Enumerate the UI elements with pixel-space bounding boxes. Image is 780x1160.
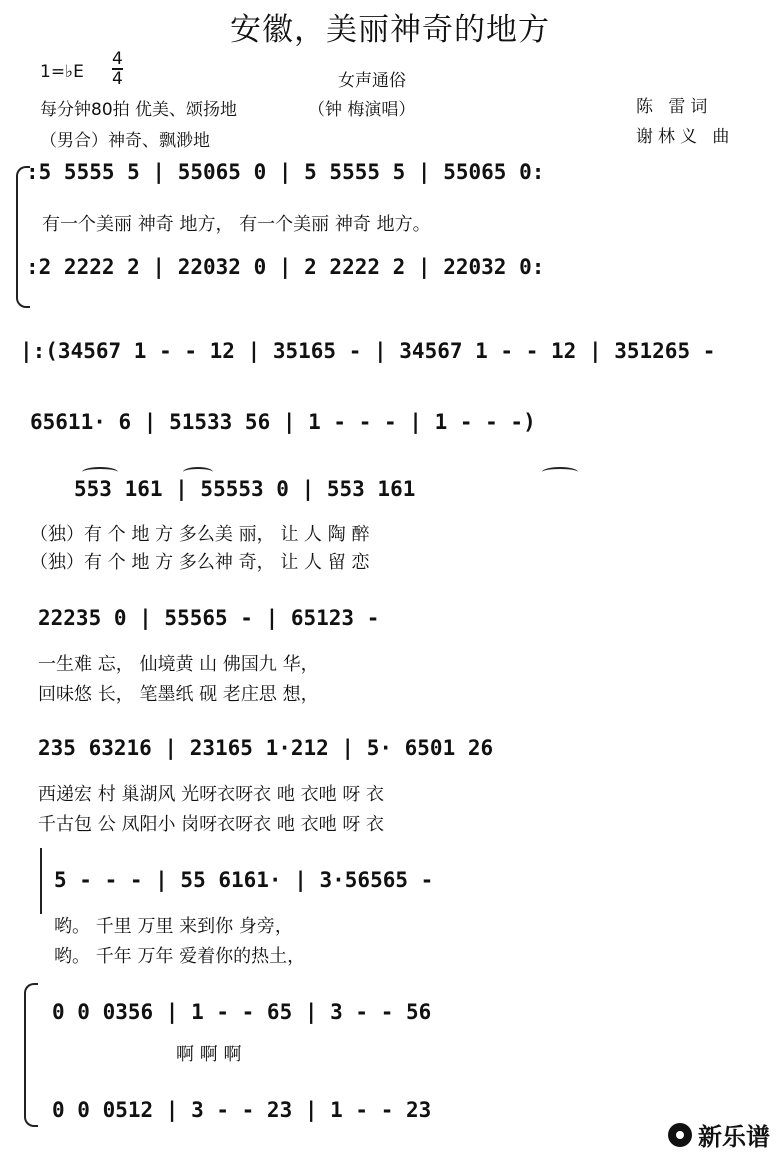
time-signature: 4 4 xyxy=(112,49,123,89)
lyric-line: 一生难 忘， 仙境黄 山 佛国九 华， xyxy=(38,654,319,675)
lyric-line: 回味悠 长， 笔墨纸 砚 老庄思 想， xyxy=(38,684,319,705)
tie-curve xyxy=(183,467,213,477)
lyricist-credit: 陈 雷词 xyxy=(636,97,713,117)
tempo-marking: 每分钟80拍 优美、颂扬地 xyxy=(40,100,238,120)
tie-curve xyxy=(82,467,118,477)
key-signature: 1=♭E xyxy=(40,62,84,82)
notation-row: 5 - - - | 55 6161· | 3·56565 - xyxy=(54,868,434,892)
lyric-line: （独）有 个 地 方 多么神 奇， 让 人 留 恋 xyxy=(30,552,370,573)
composer-credit: 谢林义 曲 xyxy=(636,127,735,147)
lyric-line: 有一个美丽 神奇 地方， 有一个美丽 神奇 地方。 xyxy=(42,214,431,235)
music-disc-icon xyxy=(668,1123,692,1147)
site-logo: 新乐谱 xyxy=(668,1117,770,1152)
lyric-line: 啊 啊 啊 xyxy=(176,1044,242,1065)
lyric-line: 哟。 千年 万年 爱着你的热土， xyxy=(54,946,306,967)
notation-row: :5 5555 5 | 55065 0 | 5 5555 5 | 55065 0: xyxy=(26,160,545,184)
performance-style: 女声通俗 xyxy=(338,71,406,91)
lyric-line: 哟。 千里 万里 来到你 身旁， xyxy=(54,916,293,937)
chorus-marking: （男合）神奇、飘渺地 xyxy=(40,131,210,151)
song-title: 安徽，美丽神奇的地方 xyxy=(230,12,550,48)
notation-row: 0 0 0356 | 1 - - 65 | 3 - - 56 xyxy=(52,1000,432,1024)
notation-row: 0 0 0512 | 3 - - 23 | 1 - - 23 xyxy=(52,1098,432,1122)
notation-row: :2 2222 2 | 22032 0 | 2 2222 2 | 22032 0: xyxy=(26,255,545,279)
singer-credit: （钟 梅演唱） xyxy=(308,100,416,120)
notation-row: 65611· 6 | 51533 56 | 1 - - - | 1 - - -) xyxy=(30,410,536,434)
notation-row: 553 161 | 55553 0 | 553 161 xyxy=(74,477,416,501)
system-bracket xyxy=(24,983,38,1127)
lyric-line: 千古包 公 凤阳小 岗呀衣呀衣 吔 衣吔 呀 衣 xyxy=(38,814,385,835)
notation-row: 235 63216 | 23165 1·212 | 5· 6501 26 xyxy=(38,736,494,760)
lyric-line: （独）有 个 地 方 多么美 丽， 让 人 陶 醉 xyxy=(30,524,370,545)
notation-row: 22235 0 | 55565 - | 65123 - xyxy=(38,606,380,630)
staff-barline xyxy=(40,848,42,914)
notation-row: |:(34567 1 - - 12 | 35165 - | 34567 1 - - 12 | 351265 - xyxy=(20,339,716,363)
lyric-line: 西递宏 村 巢湖风 光呀衣呀衣 吔 衣吔 呀 衣 xyxy=(38,784,385,805)
system-bracket xyxy=(16,166,30,308)
tie-curve xyxy=(542,467,578,477)
